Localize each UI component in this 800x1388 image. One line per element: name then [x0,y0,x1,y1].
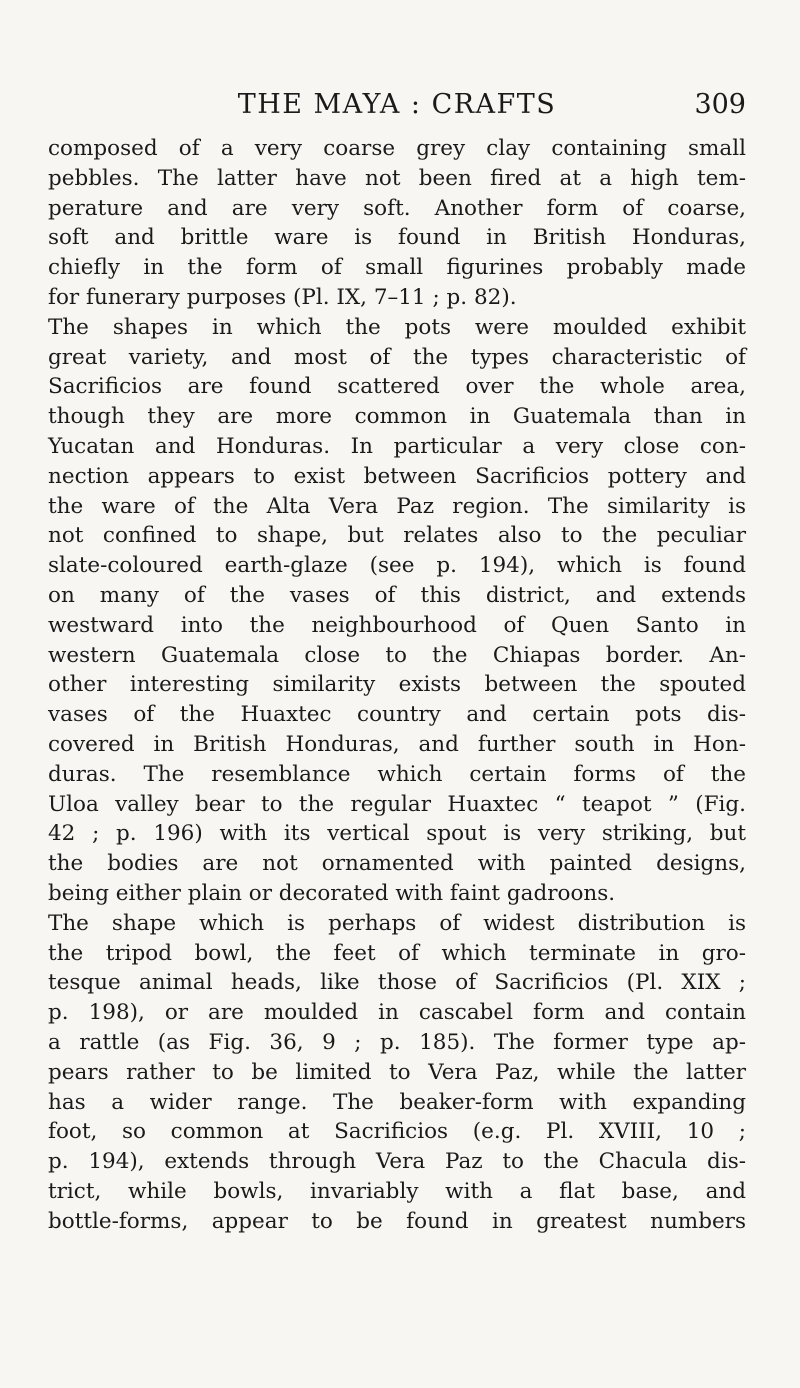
text-line: p. 194), extends through Vera Paz to the Chacula dis- [48,1149,746,1175]
text-line: though they are more common in Guatemala than in [48,404,746,430]
text-line: covered in British Honduras, and further south in Hon- [48,731,746,757]
text-line: great variety, and most of the types characteristic of [48,344,746,370]
text-line: 42 ; p. 196) with its vertical spout is very striking, but [48,821,746,847]
text-line: chiefly in the form of small figurines probably made [48,255,746,281]
text-line: perature and are very soft. Another form of coarse, [48,195,746,221]
text-line: other interesting similarity exists between the spouted [48,672,746,698]
text-line: slate-coloured earth-glaze (see p. 194), which is found [48,553,746,579]
text-line: on many of the vases of this district, and extends [48,582,746,608]
running-head: THE MAYA : CRAFTS [237,89,557,120]
text-line: being either plain or decorated with faint gadroons. [48,880,616,906]
text-line: Yucatan and Honduras. In particular a very close con- [48,433,746,459]
text-line: a rattle (as Fig. 36, 9 ; p. 185). The former type ap- [48,1029,746,1055]
text-line: Uloa valley bear to the regular Huaxtec “ teapot ” (Fig. [48,791,746,817]
text-line: pebbles. The latter have not been fired at a high tem- [48,165,746,191]
text-line: tesque animal heads, like those of Sacrificios (Pl. XIX ; [48,970,746,996]
text-line: The shape which is perhaps of widest distribution is [48,910,746,936]
text-line: not confined to shape, but relates also to the peculiar [48,523,746,549]
body-text [48,134,746,1236]
text-line: the bodies are not ornamented with painted designs, [48,851,746,877]
text-line: for funerary purposes (Pl. IX, 7–11 ; p. 82). [48,284,517,310]
text-line: bottle-forms, appear to be found in greatest numbers [48,1208,746,1234]
book-page [48,88,746,1236]
text-line: westward into the neighbourhood of Quen Santo in [48,612,746,638]
text-line: pears rather to be limited to Vera Paz, while the latter [48,1059,746,1085]
text-line: vases of the Huaxtec country and certain pots dis- [48,702,746,728]
text-line: soft and brittle ware is found in British Honduras, [48,225,746,251]
text-line: Sacrificios are found scattered over the whole area, [48,374,746,400]
text-line: western Guatemala close to the Chiapas border. An- [48,642,746,668]
text-line: nection appears to exist between Sacrificios pottery and [48,463,746,489]
page-header [48,88,746,130]
text-line: the ware of the Alta Vera Paz region. The similarity is [48,493,746,519]
text-line: has a wider range. The beaker-form with expanding [48,1089,746,1115]
text-line: foot, so common at Sacrificios (e.g. Pl. XVIII, 10 ; [48,1119,746,1145]
text-line: trict, while bowls, invariably with a flat base, and [48,1178,746,1204]
text-line: the tripod bowl, the feet of which terminate in gro- [48,940,746,966]
text-line: composed of a very coarse grey clay containing small [48,136,746,161]
text-line: p. 198), or are moulded in cascabel form and contain [48,1000,746,1026]
text-line: duras. The resemblance which certain forms of the [48,761,746,787]
page-number: 309 [694,89,746,120]
text-line: The shapes in which the pots were moulded exhibit [48,314,746,340]
